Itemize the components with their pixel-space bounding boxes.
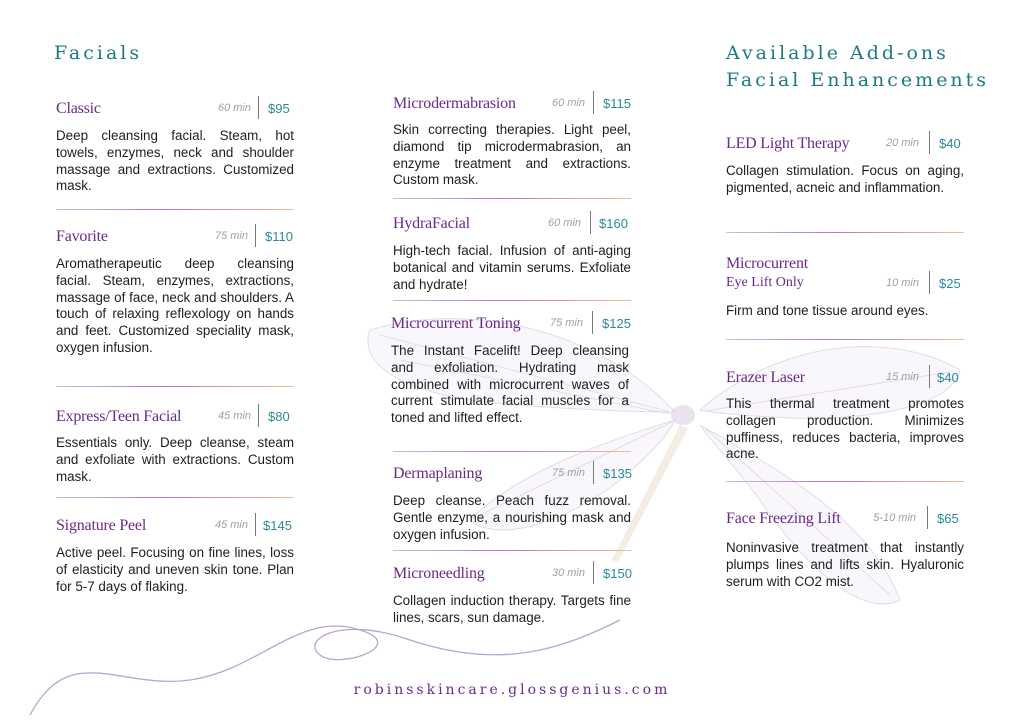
service-express-teen — [56, 408, 294, 484]
divider — [255, 224, 256, 247]
service-price: $125 — [602, 316, 631, 331]
service-hydrafacial — [393, 215, 631, 292]
service-name: Favorite — [56, 228, 108, 245]
service-duration: 75 min — [214, 230, 248, 242]
service-erazer-laser — [726, 369, 964, 462]
divider — [258, 404, 259, 427]
service-description: Collagen induction therapy. Targets fine lines, scars, sun damage. — [393, 593, 631, 625]
service-description: Firm and tone tissue around eyes. — [726, 303, 929, 318]
service-price: $160 — [599, 216, 628, 231]
service-duration: 60 min — [217, 102, 251, 114]
service-description: Noninvasive treatment that instantly plumps lines and lifts skin. Hyaluronic serum with CO2 mist. — [726, 540, 964, 589]
service-price: $80 — [268, 409, 290, 424]
separator — [393, 451, 631, 452]
service-signature-peel — [56, 517, 294, 594]
divider — [593, 461, 594, 484]
service-name: HydraFacial — [393, 215, 470, 232]
service-price: $95 — [268, 101, 290, 116]
divider — [592, 311, 593, 334]
service-duration: 75 min — [551, 467, 585, 479]
separator — [726, 481, 964, 482]
service-description: Active peel. Focusing on fine lines, loss of elasticity and uneven skin tone. Plan for 5-7 days of flaking. — [56, 545, 294, 594]
service-duration: 20 min — [885, 137, 919, 149]
service-name: Express/Teen Facial — [56, 408, 182, 425]
service-duration: 5-10 min — [873, 512, 916, 524]
divider — [255, 513, 256, 536]
service-price: $115 — [603, 96, 631, 111]
separator — [56, 209, 294, 210]
divider — [590, 211, 591, 234]
service-description: Collagen stimulation. Focus on aging, pigmented, acneic and inflammation. — [726, 163, 964, 195]
service-microneedling — [393, 565, 632, 625]
service-classic — [56, 100, 294, 194]
service-led-light-therapy — [726, 135, 964, 195]
service-duration: 45 min — [217, 410, 251, 422]
separator — [56, 386, 294, 387]
service-description: Skin correcting therapies. Light peel, diamond tip microdermabrasion, an enzyme treatment and extractions. Custom mask. — [393, 122, 631, 188]
service-duration: 15 min — [885, 371, 919, 383]
service-description: Deep cleanse. Peach fuzz removal. Gentle enzyme, a nourishing mask and oxygen infusion. — [393, 493, 631, 542]
divider — [929, 131, 930, 154]
service-name: Microneedling — [393, 565, 485, 582]
service-price: $25 — [939, 276, 961, 291]
service-price: $65 — [937, 511, 959, 526]
service-duration: 75 min — [549, 317, 583, 329]
separator — [726, 232, 964, 233]
service-duration: 60 min — [551, 97, 585, 109]
service-name: Erazer Laser — [726, 369, 805, 386]
service-name: Microcurrent Toning — [391, 315, 521, 332]
service-description: Deep cleansing facial. Steam, hot towels, enzymes, neck and shoulder massage and extractions. Customized mask. — [56, 128, 294, 194]
addons-heading-line2: Facial Enhancements — [726, 69, 990, 91]
facials-heading: Facials — [54, 42, 143, 64]
service-name: Microcurrent — [726, 255, 809, 272]
service-description: Aromatherapeutic deep cleansing facial. Steam, enzymes, extractions, massage of face, neck and shoulders. A touch of relaxing reflexology on hands and feet. Customized speciality mask, oxygen infusion. — [56, 256, 294, 355]
service-name: LED Light Therapy — [726, 135, 850, 152]
divider — [593, 561, 594, 584]
service-name: Classic — [56, 100, 101, 117]
service-description: High-tech facial. Infusion of anti-aging botanical and vitamin serums. Exfoliate and hydrate! — [393, 243, 631, 292]
service-microdermabrasion — [393, 95, 631, 188]
service-microcurrent-toning — [391, 315, 631, 426]
service-description: This thermal treatment promotes collagen production. Minimizes puffiness, reduces bacteria, improves acne. — [726, 396, 964, 462]
service-price: $135 — [603, 466, 632, 481]
service-duration: 45 min — [214, 519, 248, 531]
separator — [726, 339, 964, 340]
separator — [393, 198, 631, 199]
service-microcurrent-eye-lift — [726, 255, 964, 318]
separator — [393, 300, 631, 301]
service-name: Microdermabrasion — [393, 95, 516, 112]
service-favorite — [56, 228, 294, 355]
divider — [593, 91, 594, 114]
service-dermaplaning — [393, 465, 632, 542]
separator — [56, 497, 294, 498]
service-duration: 30 min — [551, 567, 585, 579]
service-description: The Instant Facelift! Deep cleansing and exfoliation. Hydrating mask combined with microcurrent waves of current stimulate facial muscles for a toned and lifted effect. — [391, 343, 629, 426]
website-footer: robinsskincare.glossgenius.com — [353, 682, 671, 698]
service-name: Face Freezing Lift — [726, 510, 841, 527]
addons-heading-line1: Available Add-ons — [726, 42, 949, 64]
service-price: $145 — [263, 518, 292, 533]
addons-heading — [726, 40, 989, 94]
service-name: Signature Peel — [56, 517, 147, 534]
service-price: $110 — [265, 229, 293, 244]
service-duration: 60 min — [547, 217, 581, 229]
divider — [927, 506, 928, 529]
service-price: $150 — [603, 566, 632, 581]
divider — [258, 96, 259, 119]
service-description: Essentials only. Deep cleanse, steam and exfoliate with extractions. Custom mask. — [56, 435, 294, 484]
separator — [393, 550, 631, 551]
service-face-freezing-lift — [726, 510, 964, 589]
service-price: $40 — [937, 370, 959, 385]
service-name: Dermaplaning — [393, 465, 483, 482]
divider — [929, 271, 930, 294]
divider — [929, 365, 930, 388]
service-subtitle: Eye Lift Only — [726, 275, 804, 290]
service-price: $40 — [939, 136, 961, 151]
service-duration: 10 min — [885, 277, 919, 289]
